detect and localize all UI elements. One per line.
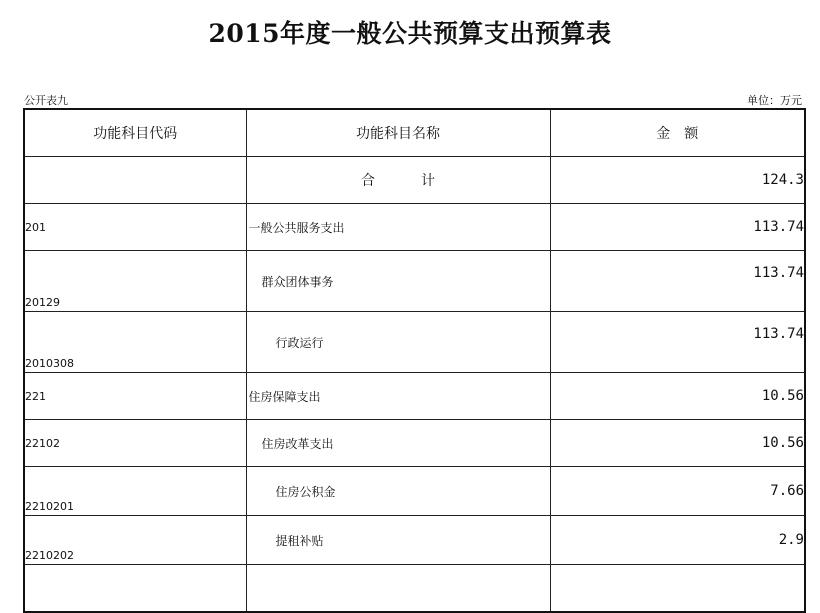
header-amount: 金 额 <box>550 109 805 157</box>
total-row <box>24 157 805 204</box>
row-name: 一般公共服务支出 <box>246 204 550 251</box>
row-amount: 113.74 <box>550 251 805 312</box>
row-amount: 113.74 <box>550 312 805 373</box>
row-code: 20129 <box>24 251 246 312</box>
table-row <box>24 516 805 565</box>
row-name: 住房改革支出 <box>246 420 550 467</box>
row-code: 201 <box>24 204 246 251</box>
total-amount: 124.3 <box>550 157 805 204</box>
row-name: 群众团体事务 <box>246 251 550 312</box>
header-code: 功能科目代码 <box>24 109 246 157</box>
empty-row <box>24 565 805 613</box>
row-name: 提租补贴 <box>246 516 550 565</box>
row-code: 2210202 <box>24 516 246 565</box>
total-code-cell <box>24 157 246 204</box>
budget-table <box>23 108 806 613</box>
table-row <box>24 312 805 373</box>
empty-cell <box>246 565 550 613</box>
row-code: 221 <box>24 373 246 420</box>
row-name: 住房保障支出 <box>246 373 550 420</box>
table-row <box>24 467 805 516</box>
table-row <box>24 204 805 251</box>
table-header-row <box>24 109 805 157</box>
page-title: 2015年度一般公共预算支出预算表 <box>208 19 612 48</box>
row-amount: 113.74 <box>550 204 805 251</box>
total-label: 合 计 <box>246 157 550 204</box>
sheet-label: 公开表九 <box>24 94 68 107</box>
empty-cell <box>550 565 805 613</box>
row-amount: 10.56 <box>550 373 805 420</box>
row-code: 2210201 <box>24 467 246 516</box>
row-amount: 7.66 <box>550 467 805 516</box>
table-row <box>24 251 805 312</box>
header-name: 功能科目名称 <box>246 109 550 157</box>
table-row <box>24 420 805 467</box>
row-code: 2010308 <box>24 312 246 373</box>
row-amount: 10.56 <box>550 420 805 467</box>
unit-label: 单位：万元 <box>747 94 802 107</box>
row-name: 行政运行 <box>246 312 550 373</box>
empty-cell <box>24 565 246 613</box>
table-row <box>24 373 805 420</box>
row-code: 22102 <box>24 420 246 467</box>
row-amount: 2.9 <box>550 516 805 565</box>
row-name: 住房公积金 <box>246 467 550 516</box>
